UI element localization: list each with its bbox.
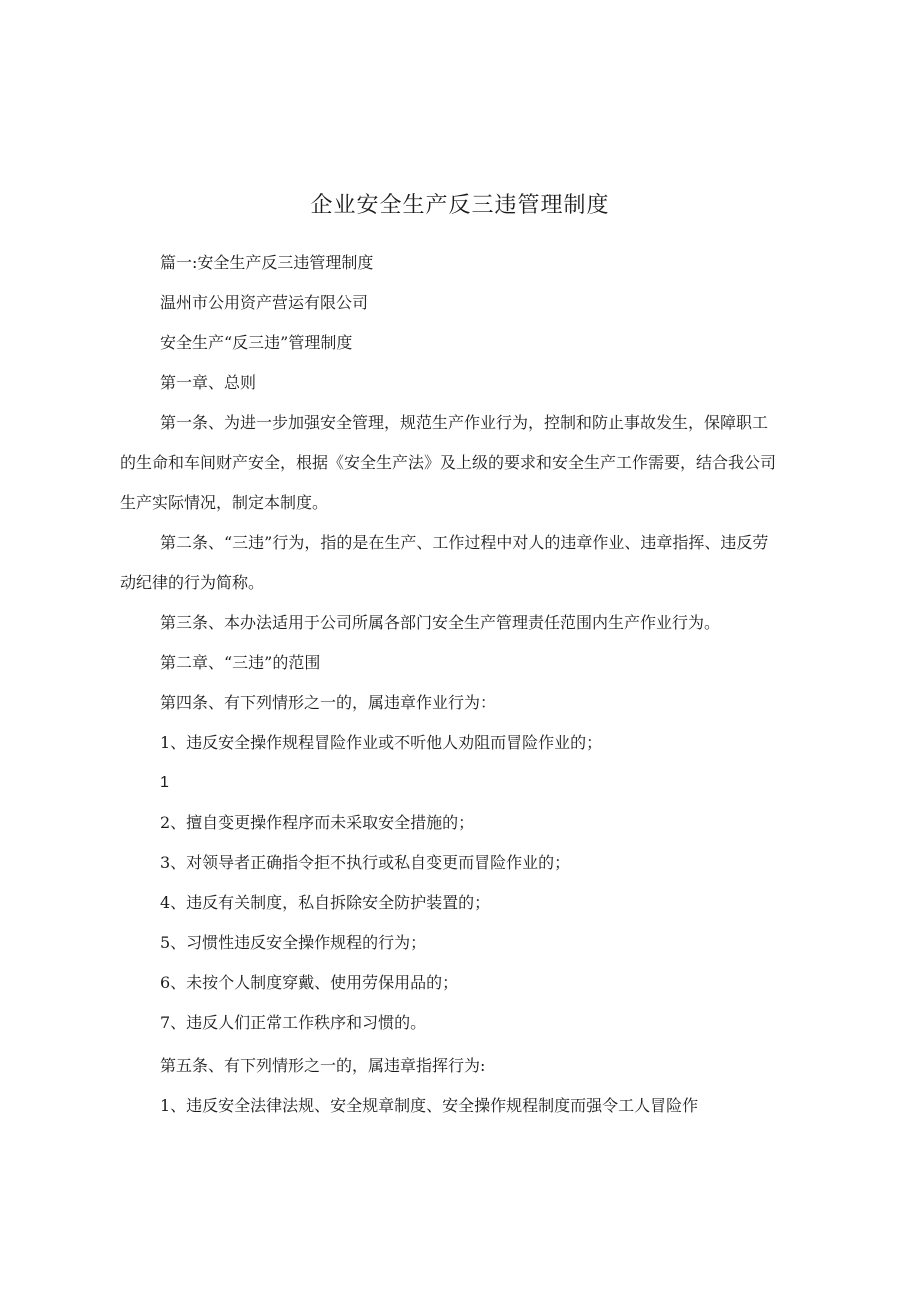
list-item: 2、擅自变更操作程序而未采取安全措施的； [160, 813, 475, 832]
chapter-heading: 第二章、“三违”的范围 [160, 653, 321, 672]
article-paragraph: 第一条、为进一步加强安全管理，规范生产作业行为，控制和防止事故发生，保障职工的生命和车间财产安全，根据《安全生产法》及上级的要求和安全生产工作需要，结合我公司生产实际情况，制定本制度。 [120, 413, 777, 512]
article-paragraph: 第四条、有下列情形之一的，属违章作业行为： [160, 693, 497, 712]
company-name: 温州市公用资产营运有限公司 [160, 293, 369, 312]
page-number: 1 [160, 774, 169, 791]
article-paragraph: 第三条、本办法适用于公司所属各部门安全生产管理责任范围内生产作业行为。 [160, 613, 721, 632]
regulation-name: 安全生产“反三违”管理制度 [160, 333, 353, 352]
list-item: 1、违反安全法律法规、安全规章制度、安全操作规程制度而强令工人冒险作 [160, 1096, 699, 1115]
section-heading: 篇一:安全生产反三违管理制度 [160, 253, 374, 272]
list-item: 5、习惯性违反安全操作规程的行为； [160, 933, 427, 952]
list-item: 7、违反人们正常工作秩序和习惯的。 [160, 1013, 427, 1032]
document-title: 企业安全生产反三违管理制度 [310, 193, 610, 218]
list-item: 6、未按个人制度穿戴、使用劳保用品的； [160, 973, 459, 992]
list-item: 4、违反有关制度，私自拆除安全防护装置的； [160, 893, 491, 912]
article-paragraph: 第五条、有下列情形之一的，属违章指挥行为: [160, 1056, 486, 1075]
list-item: 1、违反安全操作规程冒险作业或不听他人劝阻而冒险作业的； [160, 733, 603, 752]
chapter-heading: 第一章、总则 [160, 373, 257, 392]
article-paragraph: 第二条、“三违”行为，指的是在生产、工作过程中对人的违章作业、违章指挥、违反劳动纪律的行为简称。 [120, 533, 769, 592]
document-body [120, 250, 780, 1133]
list-item: 3、对领导者正确指令拒不执行或私自变更而冒险作业的； [160, 853, 571, 872]
